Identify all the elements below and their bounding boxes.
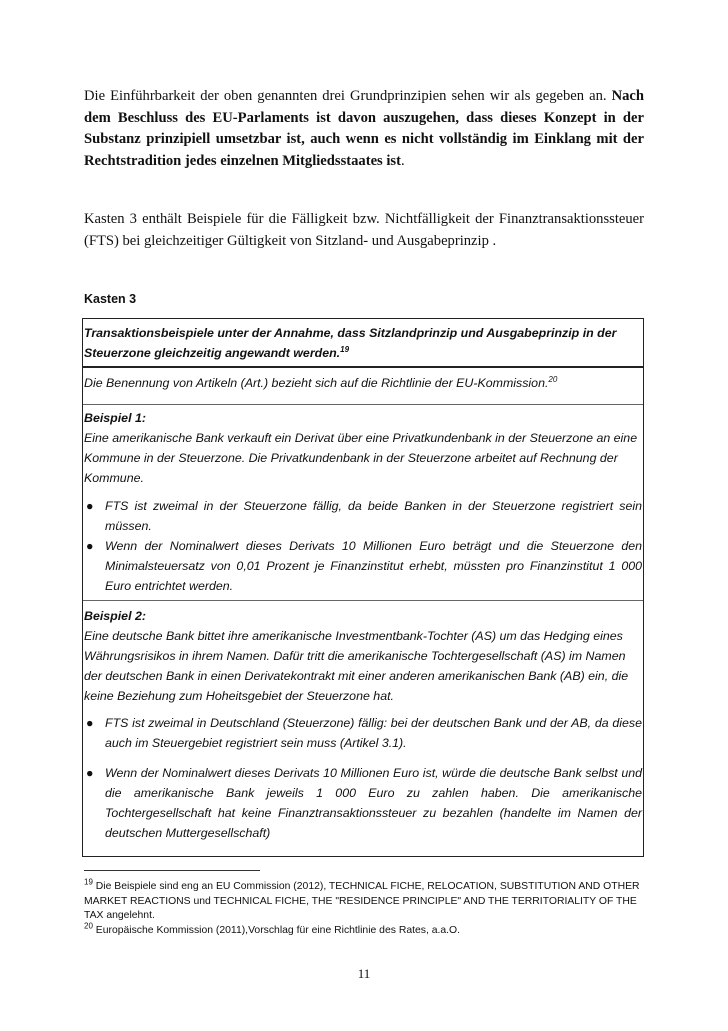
example1-bullet — [84, 496, 642, 536]
example2-bullet-2-text: Wenn der Nominalwert dieses Derivats 10 Millionen Euro ist, würde die deutsche Bank selbst und die amerikanische Bank jeweils 1 000 Euro zu zahlen haben. Die amerikanische Tochtergesellschaft hat keine Finanztransaktionssteuer zu bezahlen (handelte im Namen der deutschen Muttergesellschaft) — [105, 766, 642, 840]
box-heading-footnote-ref: 19 — [340, 344, 350, 354]
example2-bullet-1-text: FTS ist zweimal in Deutschland (Steuerzone) fällig: bei der deutschen Bank und der AB, da diese auch im Steuergebiet registriert sein muss (Artikel 3.1). — [105, 716, 642, 750]
box-divider — [83, 600, 643, 601]
intro-end: . — [400, 152, 405, 169]
example1-bullet-2-text: Wenn der Nominalwert dieses Derivats 10 Millionen Euro beträgt und die Steuerzone den Minimalsteuersatz von 0,01 Prozent je Finanzinstitut erhebt, müssten pro Finanzinstitut 1 000 Euro entrichtet werden. — [105, 539, 642, 593]
example2-title: Beispiel 2: — [84, 609, 146, 623]
box-note-footnote-ref: 20 — [548, 374, 558, 384]
bullet-icon: ● — [86, 499, 94, 513]
example2 — [84, 606, 642, 706]
footnote-19-number: 19 — [84, 877, 93, 887]
intro-bold-text: Nach dem Beschluss des EU-Parlaments ist davon auszugehen, dass dieses Konzept in der Substanz prinzipiell umsetzbar ist, auch wenn es nicht vollständig im Einklang mit der Rechtstradition jedes einzelnen Mitgliedsstaates ist — [84, 88, 644, 169]
intro-paragraph — [84, 86, 644, 172]
footnote-20-text: Europäische Kommission (2011),Vorschlag für eine Richtlinie des Rates, a.a.O. — [95, 925, 461, 936]
intro-plain-text: Die Einführbarkeit der oben genannten drei Grundprinzipien sehen wir als gegeben an. — [84, 88, 607, 104]
box-heading-text: Transaktionsbeispiele unter der Annahme, dass Sitzlandprinzip und Ausgabeprinzip in der Steuerzone gleichzeitig angewandt werden. — [84, 326, 617, 360]
example1-text: Eine amerikanische Bank verkauft ein Derivat über eine Privatkundenbank in der Steuerzone an eine Kommune in der Steuerzone. Die Privatkundenbank in der Steuerzone arbeitet auf Rechnung der Kommune. — [84, 431, 638, 485]
example1-bullet — [84, 536, 642, 596]
footnote-20 — [84, 921, 644, 939]
bullet-icon: ● — [86, 766, 94, 780]
box-divider — [83, 366, 643, 368]
footnote-20-number: 20 — [84, 921, 93, 931]
example1-bullet-1-text: FTS ist zweimal in der Steuerzone fällig, da beide Banken in der Steuerzone registriert sein müssen. — [105, 499, 642, 533]
footnote-separator — [84, 870, 260, 871]
example2-text: Eine deutsche Bank bittet ihre amerikanische Investmentbank-Tochter (AS) um das Hedging eines Währungsrisikos in ihrem Namen. Dafür tritt die amerikanische Tochtergesellschaft (AS) im Namen der deutschen Bank in einen Derivatekontrakt mit einer anderen amerikanischen Bank (AB) ein, die keine Beziehung zum Hoheitsgebiet der Steuerzone hat. — [84, 629, 629, 703]
box-note — [84, 373, 642, 393]
footnote-19-text: Die Beispiele sind eng an EU Commission (2012), TECHNICAL FICHE, RELOCATION, SUBSTITUTION AND OTHER MARKET REACTIONS und TECHNICAL FICHE, THE "RESIDENCE PRINCIPLE" AND THE TERRITORIALITY OF THE TAX angelehnt. — [84, 881, 640, 921]
bullet-icon: ● — [86, 716, 94, 730]
kasten-reference-paragraph: Kasten 3 enthält Beispiele für die Fälligkeit bzw. Nichtfälligkeit der Finanztransaktionssteuer (FTS) bei gleichzeitiger Gültigkeit von Sitzland- und Ausgabeprinzip . — [84, 211, 644, 249]
box-heading — [84, 323, 642, 363]
kasten-title: Kasten 3 — [84, 292, 137, 306]
footnote-19 — [84, 877, 644, 924]
page-number: 11 — [357, 966, 371, 981]
example1-title: Beispiel 1: — [84, 411, 146, 425]
example1 — [84, 408, 642, 488]
bullet-icon: ● — [86, 539, 94, 553]
box-divider — [83, 404, 643, 405]
box-note-text: Die Benennung von Artikeln (Art.) bezieht sich auf die Richtlinie der EU-Kommission. — [84, 376, 549, 390]
example2-bullet — [84, 713, 642, 753]
example2-bullet — [84, 763, 642, 843]
